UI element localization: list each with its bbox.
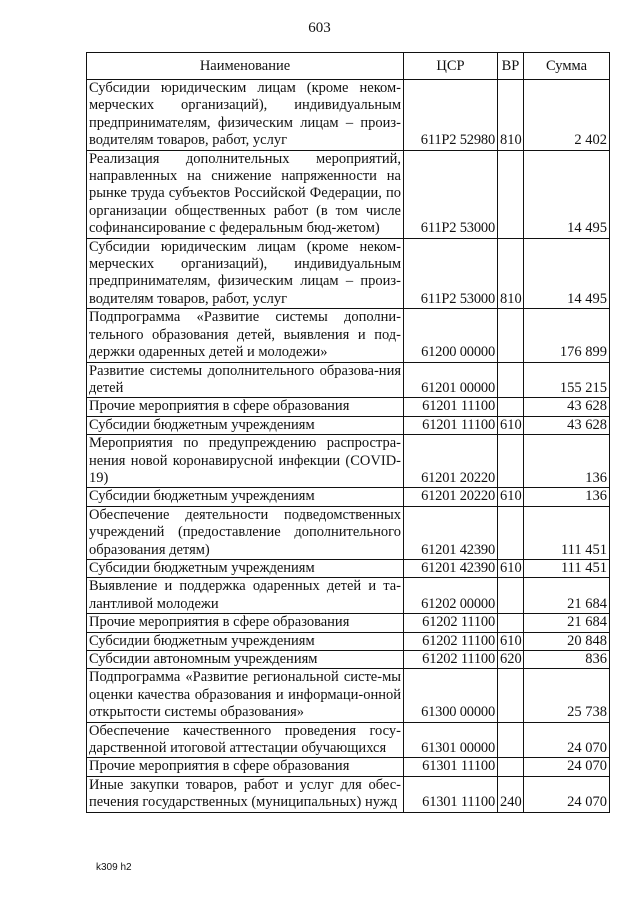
- row-csr: 61201 00000: [404, 362, 498, 398]
- row-vr: 620: [498, 651, 524, 669]
- row-name: Иные закупки товаров, работ и услуг для обес-печения государственных (муниципальных) нужд: [87, 776, 404, 812]
- row-csr: 61202 11100: [404, 651, 498, 669]
- page-number: 603: [308, 20, 331, 36]
- row-name: Субсидии бюджетным учреждениям: [87, 559, 404, 577]
- table-row: [87, 632, 610, 650]
- header-csr: ЦСР: [404, 53, 498, 80]
- row-sum: 25 738: [524, 669, 610, 722]
- row-vr: [498, 669, 524, 722]
- row-csr: 611P2 52980: [404, 80, 498, 151]
- row-sum: 155 215: [524, 362, 610, 398]
- table-row: [87, 578, 610, 614]
- row-csr: 61202 11100: [404, 614, 498, 632]
- row-name: Субсидии бюджетным учреждениям: [87, 488, 404, 506]
- row-csr: 61202 00000: [404, 578, 498, 614]
- row-vr: 610: [498, 488, 524, 506]
- row-csr: 611P2 53000: [404, 238, 498, 309]
- row-csr: 61200 00000: [404, 309, 498, 362]
- row-sum: 43 628: [524, 398, 610, 416]
- row-sum: 136: [524, 435, 610, 488]
- row-csr: 61300 00000: [404, 669, 498, 722]
- row-vr: [498, 309, 524, 362]
- table-row: [87, 559, 610, 577]
- row-vr: [498, 722, 524, 758]
- row-vr: [498, 506, 524, 559]
- row-vr: 610: [498, 416, 524, 434]
- table-row: [87, 506, 610, 559]
- row-csr: 61201 20220: [404, 488, 498, 506]
- row-csr: 61201 20220: [404, 435, 498, 488]
- row-name: Подпрограмма «Развитие региональной систе-мы оценки качества образования и информаци-онной открытости системы образования»: [87, 669, 404, 722]
- row-csr: 61201 11100: [404, 416, 498, 434]
- row-vr: 610: [498, 632, 524, 650]
- row-sum: 21 684: [524, 578, 610, 614]
- header-name: Наименование: [87, 53, 404, 80]
- row-vr: [498, 758, 524, 776]
- row-csr: 61201 42390: [404, 506, 498, 559]
- document-code: k309 h2: [96, 862, 132, 873]
- row-name: Обеспечение качественного проведения госу-дарственной итоговой аттестации обучающихся: [87, 722, 404, 758]
- row-csr: 61301 11100: [404, 758, 498, 776]
- row-sum: 836: [524, 651, 610, 669]
- row-vr: [498, 398, 524, 416]
- row-sum: 24 070: [524, 722, 610, 758]
- row-sum: 111 451: [524, 506, 610, 559]
- row-vr: [498, 578, 524, 614]
- row-csr: 61201 42390: [404, 559, 498, 577]
- header-row: [87, 53, 610, 80]
- row-sum: 14 495: [524, 150, 610, 238]
- row-vr: 240: [498, 776, 524, 812]
- row-csr: 61201 11100: [404, 398, 498, 416]
- row-name: Прочие мероприятия в сфере образования: [87, 758, 404, 776]
- row-name: Выявление и поддержка одаренных детей и та-лантливой молодежи: [87, 578, 404, 614]
- row-name: Реализация дополнительных мероприятий, направленных на снижение напряженности на рынке труда субъектов Российской Федерации, по организации общественных работ (в том числе софинансирование с федеральным бюд-жетом): [87, 150, 404, 238]
- table-row: [87, 238, 610, 309]
- row-sum: 136: [524, 488, 610, 506]
- row-name: Подпрограмма «Развитие системы дополни-тельного образования детей, выявления и под-держки одаренных детей и молодежи»: [87, 309, 404, 362]
- row-name: Субсидии автономным учреждениям: [87, 651, 404, 669]
- table-row: [87, 722, 610, 758]
- table-body: [87, 80, 610, 813]
- row-name: Субсидии бюджетным учреждениям: [87, 632, 404, 650]
- row-sum: 43 628: [524, 416, 610, 434]
- table-row: [87, 80, 610, 151]
- row-vr: 610: [498, 559, 524, 577]
- row-name: Прочие мероприятия в сфере образования: [87, 398, 404, 416]
- row-csr: 61301 00000: [404, 722, 498, 758]
- row-vr: [498, 150, 524, 238]
- row-sum: 111 451: [524, 559, 610, 577]
- row-name: Мероприятия по предупреждению распростра-нения новой коронавирусной инфекции (COVID-19): [87, 435, 404, 488]
- row-sum: 24 070: [524, 758, 610, 776]
- row-vr: 810: [498, 80, 524, 151]
- row-sum: 24 070: [524, 776, 610, 812]
- row-vr: 810: [498, 238, 524, 309]
- table-row: [87, 435, 610, 488]
- header-vr: ВР: [498, 53, 524, 80]
- table-row: [87, 614, 610, 632]
- row-sum: 20 848: [524, 632, 610, 650]
- table-row: [87, 776, 610, 812]
- row-name: Развитие системы дополнительного образова-ния детей: [87, 362, 404, 398]
- row-sum: 21 684: [524, 614, 610, 632]
- row-vr: [498, 362, 524, 398]
- row-csr: 611P2 53000: [404, 150, 498, 238]
- table-row: [87, 398, 610, 416]
- row-name: Субсидии юридическим лицам (кроме неком-мерческих организаций), индивидуальным предпринимателям, физическим лицам – произ-водителям товаров, работ, услуг: [87, 238, 404, 309]
- row-vr: [498, 614, 524, 632]
- table-row: [87, 758, 610, 776]
- table-row: [87, 651, 610, 669]
- table-row: [87, 150, 610, 238]
- row-sum: 176 899: [524, 309, 610, 362]
- table-header: [87, 53, 610, 80]
- row-name: Обеспечение деятельности подведомственных учреждений (предоставление дополнительного образования детям): [87, 506, 404, 559]
- row-sum: 2 402: [524, 80, 610, 151]
- row-name: Субсидии юридическим лицам (кроме неком-мерческих организаций), индивидуальным предпринимателям, физическим лицам – произ-водителям товаров, работ, услуг: [87, 80, 404, 151]
- table-row: [87, 416, 610, 434]
- table-row: [87, 362, 610, 398]
- table-row: [87, 669, 610, 722]
- table-row: [87, 488, 610, 506]
- row-csr: 61301 11100: [404, 776, 498, 812]
- row-sum: 14 495: [524, 238, 610, 309]
- budget-table: [86, 52, 610, 813]
- row-name: Субсидии бюджетным учреждениям: [87, 416, 404, 434]
- row-csr: 61202 11100: [404, 632, 498, 650]
- table-row: [87, 309, 610, 362]
- row-vr: [498, 435, 524, 488]
- header-sum: Сумма: [524, 53, 610, 80]
- row-name: Прочие мероприятия в сфере образования: [87, 614, 404, 632]
